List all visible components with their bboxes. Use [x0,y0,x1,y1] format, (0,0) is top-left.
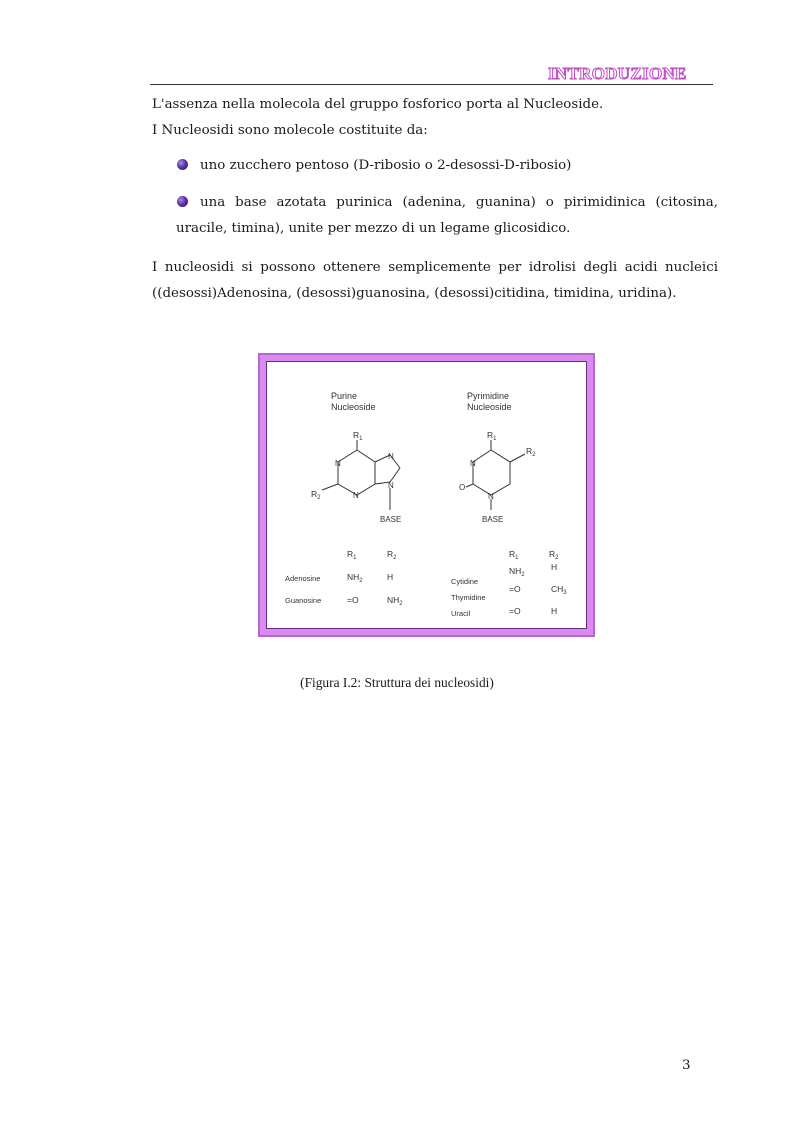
purine-n1: N [335,459,341,468]
purine-table-row-r2: $NH_2$ [387,595,403,607]
purine-title-line2: Nucleoside [331,402,376,412]
pyrimidine-r1: $R_1$ [487,430,497,442]
pyrimidine-substituent-table [451,549,567,618]
pyrimidine-ring [466,440,525,510]
list-item-base: una base azotata purinica (adenina, guanina) o pirimidinica (citosina, uracile, timina), unite per mezzo di un legame glicosidico. [176,195,718,236]
section-title: INTRODUZIONE [548,64,687,83]
paragraph-nucleosides-intro: I Nucleosidi sono molecole costituite da: [152,123,428,138]
nucleoside-structures-diagram [267,362,586,628]
purine-ring [322,440,400,510]
pyrimidine-n1: N [488,492,494,501]
pyrimidine-table-row-name: Thymidine [451,593,486,602]
purine-title-line1: Purine [331,391,358,401]
page-number: 3 [682,1058,691,1073]
bullet-icon [177,159,188,170]
pyrimidine-title-line1: Pyrimidine [467,391,510,401]
list-item-sugar: uno zucchero pentoso (D-ribosio o 2-desossi-D-ribosio) [200,158,572,173]
pyrimidine-table-row-r1: =O [509,584,521,594]
figure-frame [258,353,595,637]
pyrimidine-table-row-name: Uracil [451,609,471,618]
purine-table-col2-header: $R_2$ [387,549,397,561]
purine-n7: N [388,452,394,461]
purine-table-row-r1: $NH_2$ [347,572,363,584]
pyrimidine-title-line2: Nucleoside [467,402,512,412]
purine-table-row-r2: H [387,572,394,582]
purine-table-col1-header: $R_1$ [347,549,357,561]
purine-table-row-name: Adenosine [285,574,321,583]
purine-n9: N [388,481,394,490]
header-rule [150,84,713,85]
pyrimidine-table-row-r1: $NH_2$ [509,566,525,578]
pyrimidine-table-col1-header: $R_1$ [509,549,519,561]
pyrimidine-table-col2-header: $R_2$ [549,549,559,561]
pyrimidine-n3: N [470,459,476,468]
purine-substituent-table [285,549,403,607]
purine-base-label: BASE [380,515,402,524]
purine-table-row-name: Guanosine [285,596,322,605]
pyrimidine-table-row-name: Cytidine [451,577,479,586]
purine-table-row-r1: =O [347,595,359,605]
figure-panel [266,361,587,629]
pyrimidine-table-row-r2: H [551,606,558,616]
pyrimidine-carbonyl-o: O [459,483,466,492]
paragraph-hydrolysis: I nucleosidi si possono ottenere semplicemente per idrolisi degli acidi nucleici ((desossi)Adenosina, (desossi)guanosina, (desossi)citidina, timidina, uridina). [152,260,718,301]
pyrimidine-base-label: BASE [482,515,504,524]
pyrimidine-r2: $R_2$ [526,446,536,458]
pyrimidine-table-row-r2: H [551,562,558,572]
pyrimidine-table-row-r2: $CH_3$ [551,584,567,596]
purine-r2: $R_2$ [311,489,321,501]
purine-r1: $R_1$ [353,430,363,442]
purine-n3: N [353,491,359,500]
paragraph-phosphate: L'assenza nella molecola del gruppo fosforico porta al Nucleoside. [152,97,604,112]
figure-caption: (Figura I.2: Struttura dei nucleosidi) [300,675,494,690]
pyrimidine-table-row-r1: =O [509,606,521,616]
